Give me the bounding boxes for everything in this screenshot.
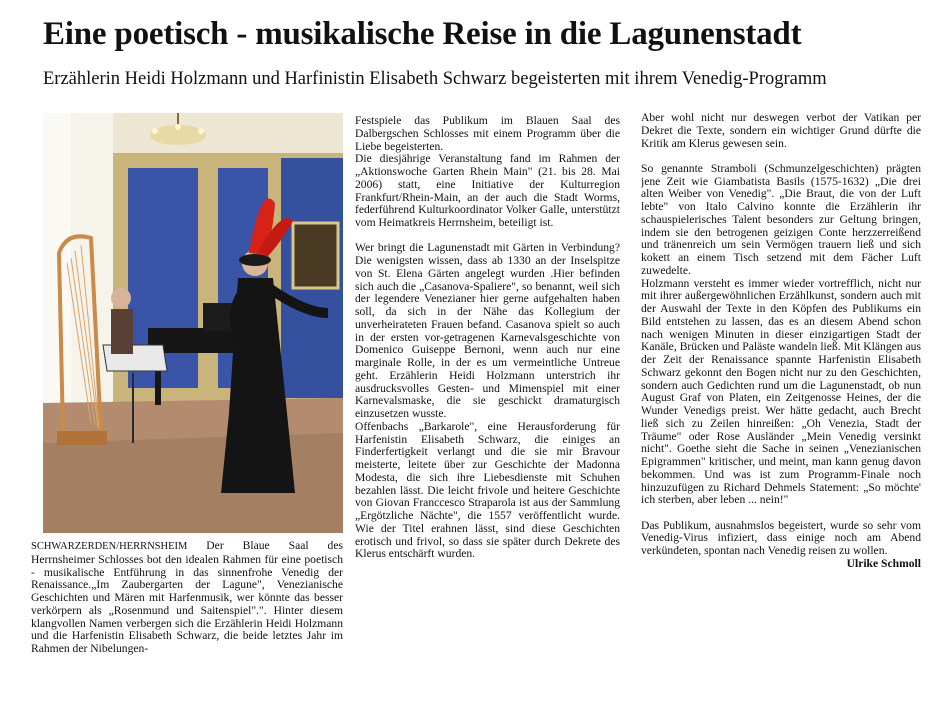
paragraph-text: Das Publikum, ausnahmslos begeistert, wurde so sehr vom Venedig-Virus infiziert, dass einige noch am Abend verkündeten, spontan nach Venedig reisen zu wollen. bbox=[641, 518, 921, 557]
paragraph: Die diesjährige Veranstaltung fand im Rahmen der „Aktionswoche Garten Rhein Main" (21. bis 28. Mai 2006) statt, eine Initiative der Kulturregion Frankfurt/Rhein-Main, an der auch die Stadt Worms, federführend Kulturkoordinator Volker Galle, unterstützt vom Heimatkreis Herrnsheim, beteiligt ist. bbox=[355, 152, 620, 229]
concert-photo-illustration bbox=[43, 113, 343, 533]
dateline: SCHWARZERDEN/HERRNSHEIM bbox=[31, 541, 188, 552]
article-photo bbox=[43, 113, 343, 533]
paragraph: Aber wohl nicht nur deswegen verbot der Vatikan per Dekret die Texte, sondern ein wichtiger Grund dürfte die Kritik am Klerus gewesen sein. bbox=[641, 112, 921, 150]
paragraph: So genannte Stramboli (Schmunzelgeschichten) prägten jene Zeit wie Giambatista Basils (1575-1632) „Die drei alten Weiber von Venedig". „Die Braut, die von der Luft lebte" von Italo Calvino konnte die Erzählerin ihr schauspielerisches Talent besonders zur Geltung bringen, indem sie den betrogenen geizigen Conte herzzerreißend und tränenreich um sein Vermögen trauern ließ und sich kokett an einem Tisch setzend mit dem Fächer Luft zuwedelte. bbox=[641, 161, 921, 277]
paragraph bbox=[641, 518, 921, 570]
paragraph: Wer bringt die Lagunenstadt mit Gärten in Verbindung? Die wenigsten wissen, dass ab 1330 an der Inselspitze von St. Elena Gärten angelegt wurden .Hier befinden sich auch die „Casanova-Spaliere", so benannt, weil sich der legendere Venezianer hier gerne aufgehalten haben soll, da sich in der Nähe das Kollegium der unverheirateten Frauen befand. Casanova spielt so auch in der ersten vor-getragenen Karnevalsgeschichte von Domenico Guiseppe Bernoni, wenn auch nur eine marginale Rolle, in der es um vermeintliche Untreue geht. Erzählerin Heidi Holzmann unterstrich ihr ausdrucksvolles Gesten- und Mimenspiel mit einer Karnevalsmaske, die sie geschickt dramaturgisch einzusetzen wusste. bbox=[355, 241, 620, 420]
article-column-1 bbox=[31, 540, 343, 686]
author-byline: Ulrike Schmoll bbox=[846, 556, 921, 570]
paragraph bbox=[31, 540, 343, 656]
headline: Eine poetisch - musikalische Reise in die Lagunenstadt bbox=[43, 16, 802, 52]
article-column-2 bbox=[355, 115, 620, 693]
paragraph: Offenbachs „Barkarole", eine Herausforderung für Harfenistin Elisabeth Schwarz, die einiges an Finderfertigkeit verlangt und die sie mir Bravour meisterte, leitete über zur Geschichte der Madonna Modesta, die sich ihre Liebesdienste mit Schuhen bezahlen lässt. Die leicht frivole und heitere Geschichte von Giovan Franccesco Straparola ist aus der Sammlung „Ergötzliche Nächte", die 1557 veröffentlicht wurde. Wie der Titel erahnen lässt, sind diese Geschichten erotisch und frivol, so dass sie später durch Dekrete des Klerus entschärft wurden. bbox=[355, 419, 620, 561]
article-column-3 bbox=[641, 112, 921, 698]
subheadline: Erzählerin Heidi Holzmann und Harfinistin Elisabeth Schwarz begeisterten mit ihrem Venedig-Programm bbox=[43, 69, 827, 88]
paragraph: Festspiele das Publikum im Blauen Saal des Dalbergschen Schlosses mit einem Programm über die Liebe begeisterten. bbox=[355, 115, 620, 153]
paragraph: Holzmann versteht es immer wieder vortrefflich, nicht nur mit ihrer außergewöhnlichen Erzählkunst, sondern auch mit der Auswahl der Texte in den Köpfen des Publikums ein Bild entstehen zu lassen, das es an diesem Abend schon nach wenigen Minuten in dieser einzigartigen Stadt der Kanäle, Brücken und Paläste wandeln ließ. Mit Klängen aus der Zeit der Renaissance spannte Harfenistin Elisabeth Schwarz gekonnt den Bogen nicht nur zu den Geschichten, sondern auch Gedichten rund um die Lagunenstadt, ob nun August Graf von Platen, ein Zeitgenosse Heines, der die Wunder Venedigs preist. Wer hätte gedacht, auch Brecht ließ sich zu Zeilen hinreißen: „Oh Venezia, Stadt der Träume" oder Rose Ausländer „Mein Venedig versinkt nicht". Goethe sieht die Sache in seinen „Venezianischen Epigrammen" kritischer, und meint, man kann genug davon bekommen. Und was ist zum Programm-Finale noch hinzuzufügen zu Richard Dehmels Statement: „So möchte' ich sterben, aber leben ... nein!" bbox=[641, 276, 921, 507]
paragraph-text: Der Blaue Saal des Herrnsheimer Schlosses bot den idealen Rahmen für eine poetisch - musikalische Entführung in das sinnenfrohe Venedig der Renaissance.„Im Zaubergarten der Lagune", Venezianische Geschichten und Mären mit Harfenmusik, wer könnte das besser verkörpern als „Rosenmund und Saitenspiel".". Hinter diesem klangvollen Namen verbergen sich die Erzählerin Heidi Holzmann und die Harfenistin Elisabeth Schwarz, die beide letztes Jahr im Rahmen der Nibelungen- bbox=[31, 540, 343, 655]
